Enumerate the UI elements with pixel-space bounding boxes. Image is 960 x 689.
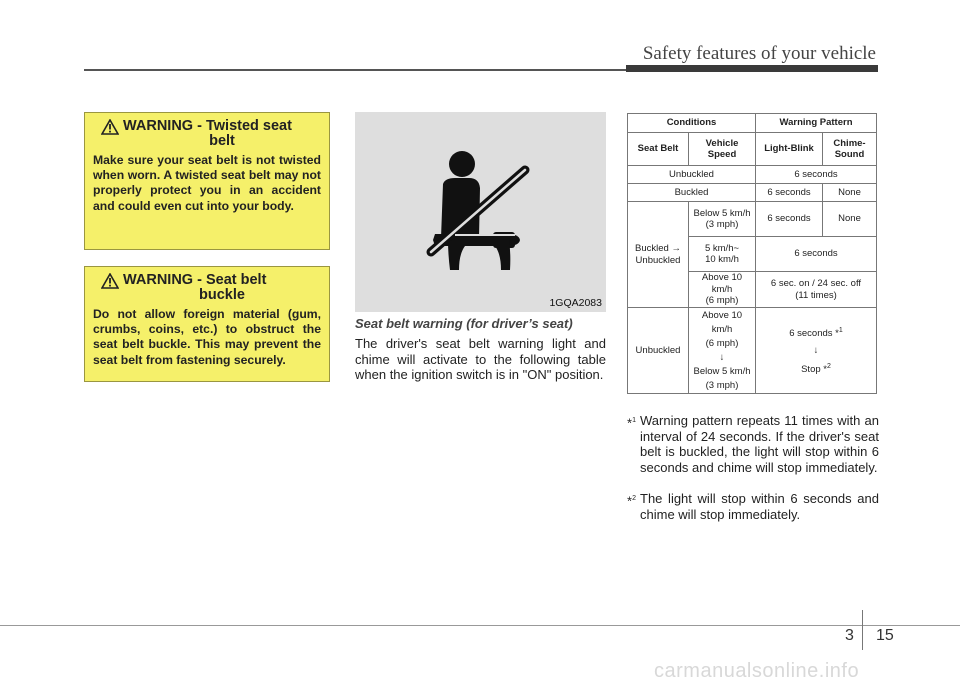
seat-belt-figure: [355, 112, 606, 312]
cell-line: 6 sec. on / 24 sec. off: [770, 278, 862, 289]
cell-line: (6 mph): [705, 337, 739, 349]
table-cell: Unbuckled: [628, 166, 756, 184]
footnote-number: 1: [632, 417, 636, 424]
table-cell: [756, 308, 877, 394]
cell-line: 6 seconds *: [789, 328, 839, 340]
warning-subject-cont: belt: [209, 133, 235, 149]
warning-body: Do not allow foreign material (gum, crumbs, coins, etc.) to obstruct the seat belt buckle. This may prevent the seat belt from fastening securely.: [93, 307, 321, 367]
footnote-star: *: [627, 415, 633, 431]
footer-rule: [0, 625, 960, 626]
cell-line: (3 mph): [705, 379, 739, 391]
warning-heading: [93, 273, 321, 303]
table-header-seat-belt: Seat Belt: [628, 133, 689, 166]
table-cell: [689, 202, 756, 237]
header-chime-line1: Chime-: [833, 137, 866, 149]
table-cell: 6 seconds: [756, 166, 877, 184]
table-cell: 6 seconds: [756, 237, 877, 272]
cell-line: (11 times): [795, 289, 837, 301]
table-header-vehicle-speed: [689, 133, 756, 166]
table-cell: None: [823, 184, 877, 202]
footnote-number: 2: [632, 495, 636, 502]
warning-subject: - Twisted seat: [197, 118, 292, 134]
table-cell-buckled-unbuckled: [628, 202, 689, 308]
warning-subject-cont: buckle: [199, 287, 245, 303]
table-header-chime-sound: [823, 133, 877, 166]
cell-line: Buckled →: [635, 243, 681, 254]
table-cell: Unbuckled: [628, 308, 689, 394]
warning-triangle-icon: [101, 273, 119, 289]
footnote-text: Warning pattern repeats 11 times with an interval of 24 seconds. If the driver's seat belt is buckled, the light will stop within 6 seconds and chime will stop immediately.: [640, 413, 879, 475]
page-number: 15: [876, 627, 894, 644]
table-header-conditions: Conditions: [628, 114, 756, 133]
down-arrow-icon: ↓: [719, 351, 725, 363]
warning-heading: [93, 119, 321, 149]
page-header-title: Safety features of your vehicle: [642, 43, 876, 64]
chapter-number: 3: [845, 627, 854, 644]
footnote-1: [627, 413, 879, 475]
header-chime-line2: Sound: [834, 149, 865, 160]
footnote-star: *: [627, 493, 633, 509]
table-cell: 6 seconds: [756, 184, 823, 202]
table-cell: [689, 237, 756, 272]
cell-line: Stop *: [801, 363, 827, 375]
cell-line: (6 mph): [705, 295, 739, 307]
cell-line: Above 10 km/h: [701, 309, 743, 335]
header-tab-bar: [626, 65, 878, 72]
section-subheading: Seat belt warning (for driver’s seat): [355, 316, 573, 331]
cell-line: Unbuckled: [635, 254, 681, 266]
cell-line: Below 5 km/h: [693, 207, 751, 219]
warning-pattern-table: [627, 113, 877, 394]
footer-divider: [862, 610, 863, 650]
footnote-ref: 2: [826, 362, 831, 370]
cell-line: 5 km/h~: [704, 242, 740, 254]
header-speed-line1: Vehicle: [705, 137, 739, 149]
cell-line: 10 km/h: [705, 254, 739, 265]
table-cell: [689, 308, 756, 394]
cell-line: (3 mph): [705, 219, 739, 230]
footnote-text: The light will stop within 6 seconds and chime will stop immediately.: [640, 491, 879, 522]
cell-line: Below 5 km/h: [693, 365, 751, 377]
footnote-ref: 1: [838, 327, 843, 335]
table-header-warning-pattern: Warning Pattern: [756, 114, 877, 133]
warning-label: WARNING: [123, 272, 194, 288]
watermark: carmanualsonline.info: [654, 660, 860, 682]
table-cell: None: [823, 202, 877, 237]
table-cell: [689, 272, 756, 308]
warning-triangle-icon: [101, 119, 119, 135]
figure-code: 1GQA2083: [549, 297, 602, 309]
warning-box-twisted-belt: [84, 112, 330, 250]
table-cell: 6 seconds: [756, 202, 823, 237]
table-header-light-blink: Light-Blink: [756, 133, 823, 166]
warning-box-seat-belt-buckle: [84, 266, 330, 382]
seat-belt-warning-icon: [355, 112, 606, 312]
warning-body: Make sure your seat belt is not twisted when worn. A twisted seat belt may not properly protect you in an accident and could even cut into your body.: [93, 153, 321, 213]
cell-line: Above 10 km/h: [701, 272, 743, 295]
table-cell: [756, 272, 877, 308]
table-cell: Buckled: [628, 184, 756, 202]
section-paragraph: The driver's seat belt warning light and chime will activate to the following table when the ignition switch is in "ON" position.: [355, 336, 606, 383]
footnote-2: [627, 491, 879, 522]
down-arrow-icon: ↓: [813, 344, 819, 356]
warning-subject: - Seat belt: [197, 272, 267, 288]
header-speed-line2: Speed: [707, 149, 737, 160]
warning-label: WARNING: [123, 118, 194, 134]
